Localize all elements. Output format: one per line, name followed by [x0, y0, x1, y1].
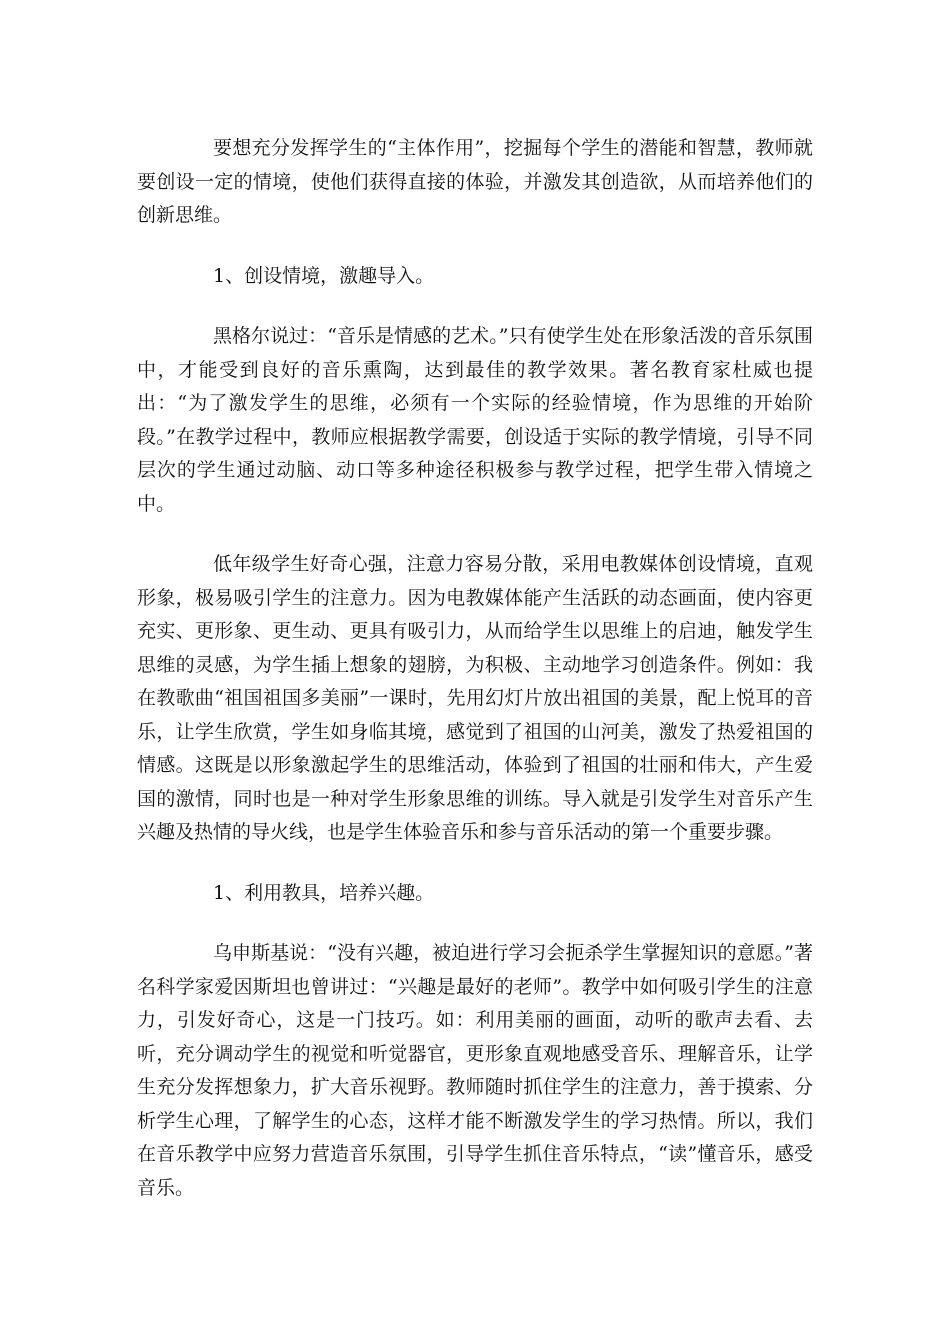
paragraph-spacer — [137, 910, 813, 937]
intro-paragraph: 要想充分发挥学生的“主体作用”，挖掘每个学生的潜能和智慧，教师就要创设一定的情境，使他们获得直接的体验，并激发其创造欲，从而培养他们的创新思维。 — [137, 137, 813, 226]
hegel-quote-paragraph: 黑格尔说过：“音乐是情感的艺术。”只有使学生处在形象活泼的音乐氛围中，才能受到良好的音乐熏陶，达到最佳的教学效果。著名教育家杜威也提出：“为了激发学生的思维，必须有一个实际的经验情境，作为思维的开始阶段。”在教学过程中，教师应根据教学需要，创设适于实际的教学情境，引导不同层次的学生通过动脑、动口等多种途径积极参与教学过程，把学生带入情境之中。 — [137, 325, 813, 515]
paragraph-spacer — [137, 850, 813, 877]
document-page — [137, 132, 813, 1205]
section-heading-2: 1、利用教具，培养兴趣。 — [213, 881, 435, 904]
multimedia-paragraph: 低年级学生好奇心强，注意力容易分散，采用电教媒体创设情境，直观形象，极易吸引学生的注意力。因为电教媒体能产生活跃的动态画面，使内容更充实、更形象、更生动、更具有吸引力，从而给学生以思维上的启迪，触发学生思维的灵感，为学生插上想象的翅膀，为积极、主动地学习创造条件。例如：我在教歌曲“祖国祖国多美丽”一课时，先用幻灯片放出祖国的美景，配上悦耳的音乐，让学生欣赏，学生如身临其境，感觉到了祖国的山河美，激发了热爱祖国的情感。这既是以形象激起学生的思维活动，体验到了祖国的壮丽和伟大，产生爱国的激情，同时也是一种对学生形象思维的训练。导入就是引发学生对音乐产生兴趣及热情的导火线，也是学生体验音乐和参与音乐活动的第一个重要步骤。 — [137, 553, 813, 843]
paragraph-spacer — [137, 521, 813, 548]
paragraph-spacer — [137, 293, 813, 320]
paragraph-spacer — [137, 233, 813, 260]
section-heading-1: 1、创设情境，激趣导入。 — [213, 264, 435, 287]
interest-paragraph: 乌申斯基说：“没有兴趣，被迫进行学习会扼杀学生掌握知识的意愿。”著名科学家爱因斯坦也曾讲过：“兴趣是最好的老师”。教学中如何吸引学生的注意力，引发好奇心，这是一门技巧。如：利用美丽的画面，动听的歌声去看、去听，充分调动学生的视觉和听觉器官，更形象直观地感受音乐、理解音乐，让学生充分发挥想象力，扩大音乐视野。教师随时抓住学生的注意力，善于摸索、分析学生心理，了解学生的心态，这样才能不断激发学生的学习热情。所以，我们在音乐教学中应努力营造音乐氛围，引导学生抓住音乐特点，“读”懂音乐，感受音乐。 — [137, 942, 813, 1199]
